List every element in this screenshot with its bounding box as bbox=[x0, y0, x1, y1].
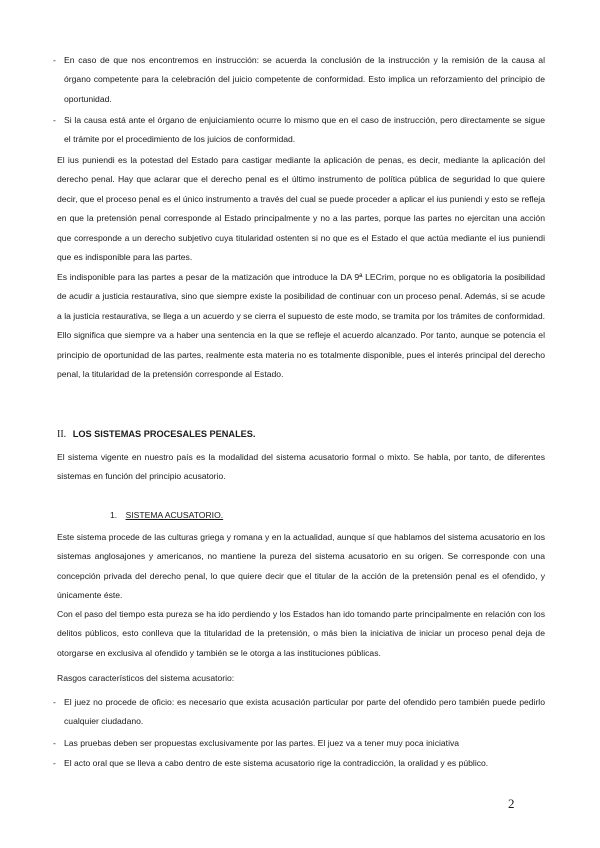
list-item bbox=[53, 693, 545, 732]
section-heading bbox=[57, 427, 256, 442]
bullet-dash: - bbox=[53, 738, 56, 748]
list-item bbox=[53, 111, 545, 150]
section-title: LOS SISTEMAS PROCESALES PENALES. bbox=[72, 429, 256, 439]
bullet-dash: - bbox=[53, 758, 56, 768]
list-item bbox=[53, 734, 545, 753]
list-item bbox=[53, 51, 545, 109]
subsection-number: 1. bbox=[110, 510, 118, 520]
bullet-dash: - bbox=[53, 55, 56, 65]
bullet-text: Las pruebas deben ser propuestas exclusivamente por las partes. El juez va a tener muy poca iniciativa bbox=[64, 738, 460, 748]
bullet-dash: - bbox=[53, 115, 56, 125]
bullet-text: El acto oral que se lleva a cabo dentro de este sistema acusatorio rige la contradicción, la oralidad y es público. bbox=[64, 758, 489, 768]
paragraph-sistema-vigente: El sistema vigente en nuestro país es la modalidad del sistema acusatorio formal o mixto. Se habla, por tanto, de diferentes sistemas en función del principio acusatorio. bbox=[57, 452, 545, 482]
section-number: II. bbox=[57, 429, 67, 440]
paragraph-ius-puniendi: El ius puniendi es la potestad del Estado para castigar mediante la aplicación de penas, es decir, mediante la aplicación del derecho penal. Hay que aclarar que el derecho penal es el último instrumento de política pública de seguridad lo que quiere decir, que el proceso penal es el único instrumento a través del cual se puede proceder a aplicar el ius puniendi y esto se refleja en que la pretensión penal corresponde al Estado principalmente y no a las partes, porque las partes no ejercitan una acción que corresponde a un derecho subjetivo cuya titularidad ostenten si no que es el Estado el que actúa mediante el ius puniendi que es indisponible para las partes. bbox=[57, 155, 545, 263]
subsection-heading bbox=[110, 508, 223, 522]
paragraph-paso-tiempo: Con el paso del tiempo esta pureza se ha ido perdiendo y los Estados han ido tomando parte principalmente en relación con los delitos públicos, esto conlleva que la titularidad de la pretensión, o más bien la iniciativa de iniciar un proceso penal deja de otorgarse en exclusiva al ofendido y también se le otorga a las instituciones públicas. bbox=[57, 609, 545, 658]
page-number: 2 bbox=[508, 796, 515, 811]
paragraph-indisponible: Es indisponible para las partes a pesar de la matización que introduce la DA 9ª LECrim, porque no es obligatoria la posibilidad de acudir a justicia restaurativa, sino que siempre existe la posibilidad de continuar con un proceso penal. Además, si se acude a la justicia restaurativa, se llega a un acuerdo y se cierra el supuesto de este modo, se tramita por los trámites de conformidad. Ello significa que siempre va a haber una sentencia en la que se refleje el acuerdo alcanzado. Por tanto, aunque se potencia el principio de oportunidad de las partes, realmente esta materia no es totalmente disponible, pues el interés principal del derecho penal, la titularidad de la pretensión corresponde al Estado. bbox=[57, 272, 545, 380]
bullet-text: En caso de que nos encontremos en instrucción: se acuerda la conclusión de la instrucción y la remisión de la causa al órgano competente para la celebración del juicio competente de conformidad. Esto implica un reforzamiento del principio de oportunidad. bbox=[64, 55, 545, 104]
rasgos-label: Rasgos característicos del sistema acusatorio: bbox=[57, 673, 235, 683]
paragraph-acusatorio-origen: Este sistema procede de las culturas griega y romana y en la actualidad, aunque sí que hablamos del sistema acusatorio en los sistemas anglosajones y americanos, no mantiene la pureza del sistema acusatorio en su origen. Se corresponde con una concepción privada del derecho penal, lo que quiere decir que el titular de la acción de la pretensión penal es el ofendido, y únicamente éste. bbox=[57, 532, 545, 601]
bullet-dash: - bbox=[53, 697, 56, 707]
bullet-text: El juez no procede de oficio: es necesario que exista acusación particular por parte del ofendido pero también puede pedirlo cualquier ciudadano. bbox=[64, 697, 545, 727]
list-item bbox=[53, 754, 545, 773]
subsection-title: SISTEMA ACUSATORIO. bbox=[125, 510, 224, 520]
bullet-text: Si la causa está ante el órgano de enjuiciamiento ocurre lo mismo que en el caso de instrucción, pero directamente se sigue el trámite por el procedimiento de los juicios de conformidad. bbox=[64, 115, 545, 145]
